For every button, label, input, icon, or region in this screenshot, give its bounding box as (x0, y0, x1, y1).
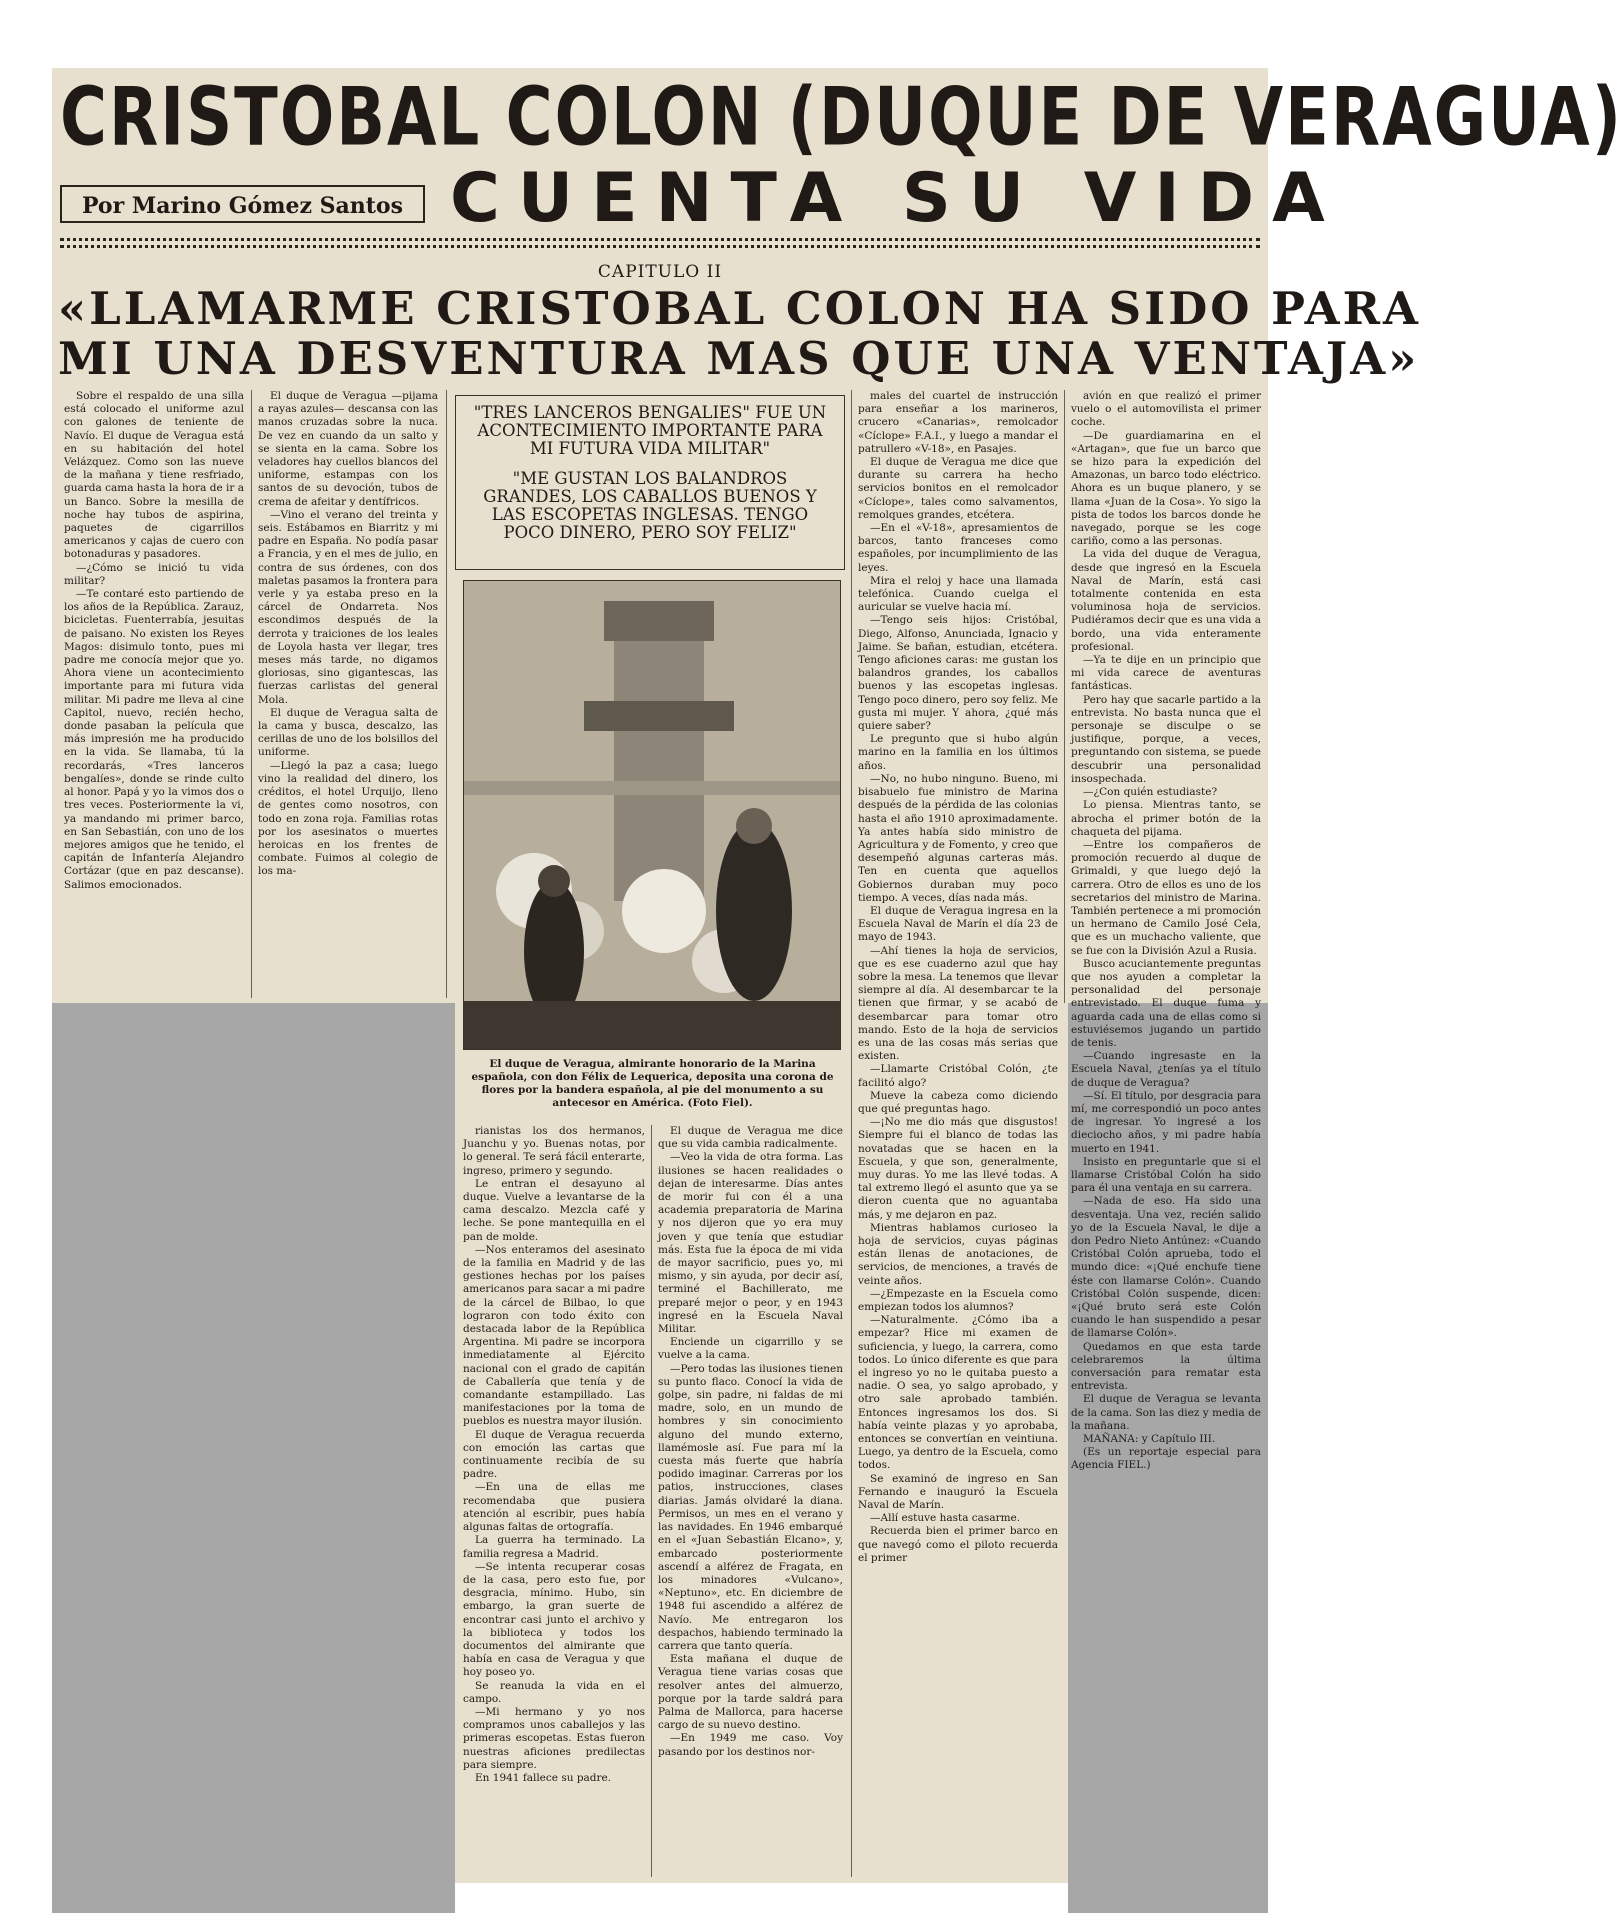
paragraph: —¿Empezaste en la Escuela como empiezan todos los alumnos? (858, 1287, 1058, 1314)
pull-quote-2: "ME GUSTAN LOS BALANDROS GRANDES, LOS CABALLOS BUENOS Y LAS ESCOPETAS INGLESAS. TENGO POCO DINERO, PERO SOY FELIZ" (483, 469, 817, 542)
paragraph: Sobre el respaldo de una silla está colocado el uniforme azul con galones de teniente de Navío. El duque de Veragua está en su habitación del hotel Velázquez. Como son las nueve de la mañana y tiene resfriado, guarda cama hasta la hora de ir a un Banco. Sobre la mesilla de noche hay tubos de aspirina, paquetes de cigarrillos americanos y cajas de cuero con botonaduras y pasadores. (64, 390, 244, 561)
paragraph: —Ya te dije en un principio que mi vida carece de aventuras fantásticas. (1071, 654, 1261, 693)
paragraph: El duque de Veragua —pijama a rayas azules— descansa con las manos cruzadas sobre la nuca. De vez en cuando da un salto y se sienta en la cama. Sobre los veladores hay cuellos blancos del uniforme, estampas con los santos de su devoción, tubos de crema de afeitar y dentífricos. (258, 390, 438, 508)
pull-quote-box (455, 395, 845, 570)
paragraph: La vida del duque de Veragua, desde que ingresó en la Escuela Naval de Marín, está casi totalmente contenida en esta voluminosa hoja de servicios. Pudiéramos decir que es una vida a bordo, una vida enteramente profesional. (1071, 548, 1261, 653)
dotted-rule-1 (60, 238, 1260, 241)
paragraph: —Allí estuve hasta casarme. (870, 1512, 1021, 1525)
paragraph: —Mi hermano y yo nos compramos unos caballejos y las primeras escopetas. Estas fueron nuestras aficiones predilectas para siempre. (463, 1705, 645, 1771)
paragraph: Enciende un cigarrillo y se vuelve a la cama. (658, 1336, 843, 1362)
paragraph: El duque de Veragua salta de la cama y busca, descalzo, las cerillas de uno de los bolsillos del uniforme. (258, 706, 438, 759)
paragraph: —Ahí tienes la hoja de servicios, que es ese cuaderno azul que hay sobre la mesa. La tenemos que llevar siempre al día. Al desembarcar te la tienen que firmar, y se acabó de desembarcar para tomar otro mando. Esto de la hoja de servicios es una de las cosas más serias que existen. (858, 944, 1058, 1063)
paragraph: Le entran el desayuno al duque. Vuelve a levantarse de la cama descalzo. Mezcla café y leche. Se pone mantequilla en el pan de molde. (463, 1177, 645, 1243)
paragraph: —No, no hubo ninguno. Bueno, mi bisabuelo fue ministro de Marina después de la pérdida de las colonias hasta el año 1910 aproximadamente. Ya antes había sido ministro de Agricultura y de Fomento, y creo que desempeñó algunas carteras más. Ten en cuenta que aquellos Gobiernos duraban muy poco tiempo. A veces, días nada más. (858, 772, 1058, 904)
paragraph: —En 1949 me caso. Voy pasando por los destinos nor- (658, 1732, 843, 1758)
paragraph: Insisto en preguntarle que si el llamarse Cristóbal Colón ha sido para él una ventaja en su carrera. (1071, 1155, 1261, 1195)
article-column-3 (463, 1125, 645, 1877)
paragraph: —Se intenta recuperar cosas de la casa, pero esto fue, por desgracia, mínimo. Hubo, sin embargo, la gran suerte de encontrar casi junto el archivo y la biblioteca y todos los documentos del almirante que había en casa de Veragua y que hoy poseo yo. (463, 1560, 645, 1679)
article-column-6 (1071, 390, 1261, 1472)
chapter-label: CAPITULO II (597, 262, 723, 282)
paragraph: El duque de Veragua me dice que durante su carrera ha hecho servicios bonitos en el remolcador «Cíclope», tales como salvamentos, remolques grandes, etcétera. (858, 456, 1058, 521)
paragraph: avión en que realizó el primer vuelo o el automovilista el primer coche. (1071, 390, 1261, 429)
paragraph: rianistas los dos hermanos, Juanchu y yo. Buenas notas, por lo general. Te será fácil enterarte, ingreso, primero y segundo. (463, 1125, 645, 1177)
article-column-5 (858, 390, 1058, 1877)
news-photo (463, 580, 841, 1050)
paragraph: —En el «V-18», apresamientos de barcos, tanto franceses como españoles, por incumplimiento de las leyes. (858, 522, 1058, 574)
pull-quote-1: "TRES LANCEROS BENGALIES" FUE UN ACONTECIMIENTO IMPORTANTE PARA MI FUTURA VIDA MILITAR" (473, 403, 827, 458)
paragraph: —Entre los compañeros de promoción recuerdo al duque de Grimaldi, y que luego dejó la carrera. Otro de ellos es uno de los secretarios del ministro de Marina. También pertenece a mi promoción un hermano de Camilo José Cela, que es un muchacho valiente, que se fue con la División Azul a Rusia. (1071, 838, 1261, 957)
paragraph: —Pero todas las ilusiones tienen su punto flaco. Conocí la vida de golpe, sin padre, ni faldas de mi madre, solo, en un mundo de hombres y sin conocimiento alguno del mundo externo, llamémosle así. Fue para mí la cuesta más fuerte que habría podido imaginar. Carreras por los patios, instrucciones, clases diarias. Jamás olvidaré la diana. Permisos, un mes en el verano y las navidades. En 1946 embarqué en el «Juan Sebastián Elcano», y, embarcado posteriormente ascendí a alférez de Fragata, en los minadores «Vulcano», «Neptuno», etc. En diciembre de 1948 fui ascendido a alférez de Navío. Me entregaron los despachos, habiendo terminado la carrera que tanto quería. (658, 1362, 843, 1652)
paragraph: (Es un reportaje especial para Agencia FIEL.) (1071, 1446, 1261, 1472)
paragraph: Se reanuda la vida en el campo. (463, 1679, 645, 1705)
column-divider (851, 390, 852, 1877)
paragraph: males del cuartel de instrucción para enseñar a los marineros, crucero «Canarias», remolcador «Cíclope» F.A.I., y luego a mandar el patrullero «V-18», en Pasajes. (858, 390, 1058, 455)
paragraph: —Nos enteramos del asesinato de la familia en Madrid y de las gestiones hechas por los países americanos para sacar a mi padre de la cárcel de Bilbao, lo que lograron con todo éxito con destacada labor de la República Argentina. Mi padre se incorpora inmediatamente al Ejército nacional con el grado de capitán de Caballería que tenía y de comandante estampillado. Las manifestaciones por la toma de pueblos es nuestra mayor ilusión. (463, 1243, 645, 1428)
title-line-1: CRISTOBAL COLON (DUQUE DE VERAGUA) (60, 71, 1623, 165)
paragraph: —Naturalmente. ¿Cómo iba a empezar? Hice mi examen de suficiencia, y luego, la carrera, como todos. Lo único diferente es que para el ingreso yo no le quitaba puesto a nadie. O sea, yo salgo aprobado, y otro sale aprobado también. Entonces ingresamos los dos. Si había veinte plazas y yo aprobaba, entonces se convertían en veintiuna. Luego, ya dentro de la Escuela, como todos. (858, 1314, 1058, 1472)
monument-photo-illustration (464, 581, 840, 1049)
paragraph: Esta mañana el duque de Veragua tiene varias cosas que resolver antes del almuerzo, porque por la tarde saldrá para Palma de Mallorca, para hacerse cargo de su nuevo destino. (658, 1653, 843, 1732)
paragraph: —Cuando ingresaste en la Escuela Naval, ¿tenías ya el título de duque de Veragua? (1071, 1050, 1261, 1089)
article-column-1 (64, 390, 244, 998)
paragraph: Mira el reloj y hace una llamada telefónica. Cuando cuelga el auricular se vuelve hacia mí. (858, 574, 1058, 614)
paragraph: —Veo la vida de otra forma. Las ilusiones se hacen realidades o dejan de interesarme. Días antes de morir fui con él a una academia preparatoria de Marina y nos dijeron que yo era muy joven y que tenía que estudiar más. Esta fue la época de mi vida de mayor sacrificio, pues yo, mi mismo, y sin ayuda, por decir así, terminé el Bachillerato, me preparé mejor o peor, y en 1943 ingresé en la Escuela Naval Militar. (658, 1151, 843, 1336)
paragraph: Se examinó de ingreso en San Fernando e inauguró la Escuela Naval de Marín. (858, 1472, 1058, 1512)
headline-quote-line-2: MI UNA DESVENTURA MAS QUE UNA VENTAJA» (58, 332, 1420, 385)
column-divider (651, 1125, 652, 1877)
paragraph: El duque de Veragua se levanta de la cama. Son las diez y media de la mañana. (1071, 1393, 1261, 1432)
paragraph: —¿Cómo se inició tu vida militar? (64, 561, 244, 587)
paragraph: Mientras hablamos curioseo la hoja de servicios, cuyas páginas están llenas de anotaciones, de servicios, de menciones, a través de veinte años. (858, 1221, 1058, 1287)
gray-left (52, 1003, 455, 1913)
column-divider (446, 390, 447, 998)
paragraph: —Nada de eso. Ha sido una desventaja. Una vez, recién salido yo de la Escuela Naval, le dije a don Pedro Nieto Antúnez: «Cuando Cristóbal Colón aprueba, todo el mundo dice: «¡Qué enchufe tiene éste con llamarse Colón». Cuando Cristóbal Colón suspende, dicen: «¡Qué bruto será este Colón cuando le han suspendido a pesar de llamarse Colón». (1071, 1195, 1261, 1340)
paragraph: Pero hay que sacarle partido a la entrevista. No basta nunca que el personaje se disculpe o se justifique, porque, a veces, preguntando con sistema, se puede descubrir una personalidad insospechada. (1071, 693, 1261, 785)
paragraph: El duque de Veragua ingresa en la Escuela Naval de Marín el día 23 de mayo de 1943. (858, 904, 1058, 944)
paragraph: La guerra ha terminado. La familia regresa a Madrid. (463, 1534, 645, 1560)
article-column-2 (258, 390, 438, 998)
paragraph: —Llegó la paz a casa; luego vino la realidad del dinero, los créditos, el hotel Urquijo, lleno de gentes como nosotros, con todo en zona roja. Familias rotas por los asesinatos o muertes heroicas en los frentes de combate. Fuimos al colegio de los ma- (258, 759, 438, 878)
paragraph: —Tengo seis hijos: Cristóbal, Diego, Alfonso, Anunciada, Ignacio y Jaime. Se bañan, estudian, etcétera. Tengo aficiones caras: me gustan los balandros grandes, los caballos buenos y las escopetas inglesas. Tengo poco dinero, pero soy feliz. Me gusta mi mujer. Y ahora, ¿qué más quiere saber? (858, 614, 1058, 733)
paragraph: El duque de Veragua me dice que su vida cambia radicalmente. (658, 1125, 843, 1151)
paragraph: —En una de ellas me recomendaba que pusiera atención al escribir, pues había algunas faltas de ortografía. (463, 1481, 645, 1534)
paragraph: —Sí. El título, por desgracia para mí, me correspondió un poco antes de ingresar. Yo ingresé a los dieciocho años, y mi padre había muerto en 1941. (1071, 1089, 1261, 1155)
photo-caption: El duque de Veragua, almirante honorario de la Marina española, con don Félix de Lequerica, deposita una corona de flores por la bandera española, al pie del monumento a su antecesor en América. (Foto Fiel). (471, 1058, 834, 1109)
paragraph: El duque de Veragua recuerda con emoción las cartas que continuamente recibía de su padre. (463, 1428, 645, 1481)
headline-quote-line-1: «LLAMARME CRISTOBAL COLON HA SIDO PARA (58, 282, 1421, 335)
paragraph: —Vino el verano del treinta y seis. Estábamos en Biarritz y mi padre en España. No podía pasar a Francia, y en el mes de julio, en contra de sus órdenes, con dos maletas pasamos la frontera para verle y ya estaba preso en la cárcel de Ondarreta. Nos escondimos después de la derrota y traiciones de los leales de Loyola hasta ver llegar, tres meses más tarde, no digamos gloriosas, sino gigantescas, las fuerzas carlistas del general Mola. (258, 508, 438, 706)
paragraph: Lo piensa. Mientras tanto, se abrocha el primer botón de la chaqueta del pijama. (1071, 799, 1261, 838)
article-column-4 (658, 1125, 843, 1877)
title-line-2: CUENTA SU VIDA (450, 159, 1343, 238)
paragraph: —Llamarte Cristóbal Colón, ¿te facilitó algo? (858, 1063, 1058, 1089)
paragraph: —¿Con quién estudiaste? (1083, 786, 1218, 799)
paragraph: MAÑANA: y Capítulo III. (1083, 1433, 1216, 1446)
paragraph: Le pregunto que si hubo algún marino en la familia en los últimos años. (858, 733, 1058, 772)
paragraph: En 1941 fallece su padre. (475, 1771, 612, 1784)
column-divider (1064, 390, 1065, 1003)
paragraph: —De guardiamarina en el «Artagan», que fue un barco que se hizo para la expedición del Amazonas, un barco todo eléctrico. Ahora es un buque planero, y se llama «Juan de la Cosa». Yo sigo la pista de todos los barcos donde he navegado, porque se les coge cariño, como a las personas. (1071, 429, 1261, 548)
dotted-rule-2 (60, 245, 1260, 248)
paragraph: Recuerda bien el primer barco en que navegó como el piloto recuerda el primer (858, 1525, 1058, 1564)
paragraph: Mueve la cabeza como diciendo que qué preguntas hago. (858, 1089, 1058, 1115)
paragraph: Busco acuciantemente preguntas que nos ayuden a completar la personalidad del personaje entrevistado. El duque fuma y aguarda cada una de ellas como si estuviésemos jugando un partido de tenis. (1071, 957, 1261, 1049)
byline: Por Marino Gómez Santos (60, 185, 425, 223)
paragraph: Quedamos en que esta tarde celebraremos la última conversación para rematar esta entrevista. (1071, 1340, 1261, 1393)
paragraph: —¡No me dio más que disgustos! Siempre fui el blanco de todas las novatadas que se hacen en la Escuela, y que son, generalmente, muy duras. Yo me las llevé todas. A tal extremo llegó el asunto que ya se dieron cuenta que no aguantaba más, y me dejaron en paz. (858, 1116, 1058, 1221)
paragraph: —Te contaré esto partiendo de los años de la República. Zarauz, bicicletas. Fuenterrabía, jesuitas de paisano. No existen los Reyes Magos: disimulo tonto, pues mi padre me conocía mejor que yo. Ahora viene un acontecimiento importante para mi futura vida militar. Mi padre me lleva al cine Capitol, nuevo, recién hecho, donde pasaban la película que más impresión me ha producido en la vida. Se llamaba, tú la recordarás, «Tres lanceros bengalíes», donde se rinde culto al honor. Papá y yo la vimos dos o tres veces. Posteriormente la vi, ya mandando mi primer barco, en San Sebastián, con uno de los mejores amigos que he tenido, el capitán de Infantería Alejandro Cortázar (que en paz descanse). Salimos emocionados. (64, 588, 244, 891)
column-divider (251, 390, 252, 998)
